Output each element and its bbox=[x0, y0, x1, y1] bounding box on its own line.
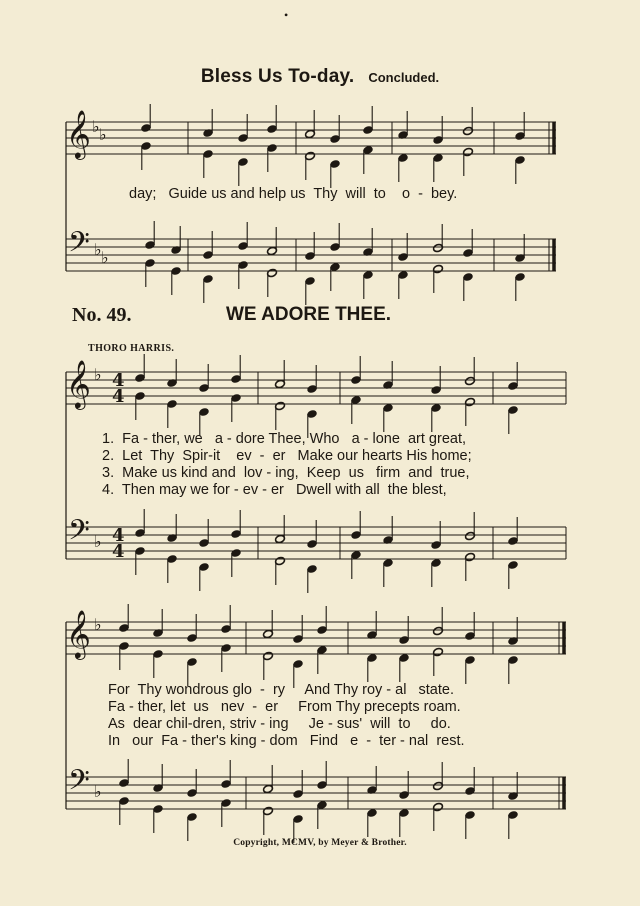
note-lower bbox=[363, 145, 374, 174]
note-upper bbox=[463, 229, 474, 258]
treble-clef: 𝄞 bbox=[66, 359, 91, 408]
note-lower bbox=[508, 655, 519, 684]
note-lower bbox=[119, 641, 130, 670]
note-upper bbox=[515, 234, 526, 263]
title-sub: Concluded. bbox=[368, 70, 440, 85]
note-lower bbox=[433, 802, 444, 831]
note-upper bbox=[307, 520, 318, 549]
lyric-line-1: day; Guide us and help us Thy will to o - bey. bbox=[129, 186, 458, 202]
note-upper bbox=[275, 515, 286, 544]
note-lower bbox=[221, 643, 232, 672]
note-upper bbox=[398, 111, 409, 140]
flat-sign: ♭ bbox=[99, 125, 107, 144]
note-upper bbox=[119, 604, 130, 633]
note-lower bbox=[465, 655, 476, 684]
note-upper bbox=[307, 365, 318, 394]
note-lower bbox=[317, 800, 328, 829]
note-upper bbox=[367, 766, 378, 795]
note-upper bbox=[199, 364, 210, 393]
note-lower bbox=[275, 556, 286, 585]
note-upper bbox=[367, 611, 378, 640]
note-lower bbox=[515, 155, 526, 184]
note-upper bbox=[363, 106, 374, 135]
note-upper bbox=[465, 767, 476, 796]
note-lower bbox=[398, 270, 409, 299]
treble-clef: 𝄞 bbox=[66, 109, 91, 158]
note-upper bbox=[508, 617, 519, 646]
note-lower bbox=[508, 560, 519, 589]
note-lower bbox=[307, 564, 318, 593]
note-upper bbox=[203, 231, 214, 260]
note-upper bbox=[305, 232, 316, 261]
note-lower bbox=[203, 149, 214, 178]
note-lower bbox=[145, 258, 156, 287]
note-lower bbox=[263, 651, 274, 680]
note-lower bbox=[431, 558, 442, 587]
note-upper bbox=[508, 517, 519, 546]
note-upper bbox=[267, 227, 278, 256]
note-upper bbox=[465, 612, 476, 641]
note-lower bbox=[231, 548, 242, 577]
verse-2-line-a: 2. Let Thy Spir-it ev - er Make our hearts His home; bbox=[102, 448, 472, 464]
time-signature: 4 bbox=[112, 370, 125, 391]
bass-clef: 𝄢 bbox=[68, 226, 90, 266]
bass-clef: 𝄢 bbox=[68, 764, 90, 804]
note-upper bbox=[317, 761, 328, 790]
note-upper bbox=[383, 516, 394, 545]
note-lower bbox=[267, 143, 278, 172]
note-lower bbox=[171, 266, 182, 295]
note-lower bbox=[465, 397, 476, 426]
note-lower bbox=[465, 810, 476, 839]
note-upper bbox=[293, 615, 304, 644]
note-lower bbox=[515, 272, 526, 301]
copyright: Copyright, MCMV, by Meyer & Brother. bbox=[233, 838, 407, 848]
page-mark: • bbox=[284, 8, 289, 22]
note-upper bbox=[238, 222, 249, 251]
flat-sign: ♭ bbox=[94, 240, 102, 259]
note-lower bbox=[330, 159, 341, 188]
note-upper bbox=[363, 228, 374, 257]
flat-sign: ♭ bbox=[94, 532, 102, 551]
hymn-title: WE ADORE THEE. bbox=[226, 304, 392, 325]
staff-treble-3 bbox=[66, 622, 566, 654]
note-upper bbox=[508, 772, 519, 801]
note-upper bbox=[267, 105, 278, 134]
note-upper bbox=[465, 512, 476, 541]
note-upper bbox=[330, 115, 341, 144]
note-upper bbox=[383, 361, 394, 390]
note-lower bbox=[231, 393, 242, 422]
note-upper bbox=[221, 760, 232, 789]
flat-sign: ♭ bbox=[92, 117, 100, 136]
verse-3-line-a: 3. Make us kind and lov - ing, Keep us firm and true, bbox=[102, 465, 470, 481]
note-upper bbox=[433, 224, 444, 253]
note-upper bbox=[263, 610, 274, 639]
note-upper bbox=[463, 107, 474, 136]
bass-clef: 𝄢 bbox=[68, 514, 90, 554]
note-lower bbox=[275, 401, 286, 430]
note-upper bbox=[515, 112, 526, 141]
note-lower bbox=[135, 391, 146, 420]
note-upper bbox=[351, 356, 362, 385]
note-lower bbox=[431, 403, 442, 432]
note-upper bbox=[293, 770, 304, 799]
note-lower bbox=[238, 260, 249, 289]
treble-clef: 𝄞 bbox=[66, 609, 91, 658]
note-upper bbox=[465, 357, 476, 386]
time-signature: 4 bbox=[112, 525, 125, 546]
staff-treble-1 bbox=[66, 122, 556, 154]
note-lower bbox=[508, 405, 519, 434]
note-upper bbox=[508, 362, 519, 391]
note-lower bbox=[433, 264, 444, 293]
note-lower bbox=[433, 647, 444, 676]
hymn-number: No. 49. bbox=[72, 304, 132, 326]
note-lower bbox=[238, 157, 249, 186]
note-lower bbox=[141, 141, 152, 170]
note-upper bbox=[221, 605, 232, 634]
note-lower bbox=[317, 645, 328, 674]
note-upper bbox=[141, 104, 152, 133]
note-lower bbox=[433, 153, 444, 182]
note-lower bbox=[305, 276, 316, 305]
note-upper bbox=[305, 110, 316, 139]
flat-sign: ♭ bbox=[101, 248, 109, 267]
verse-1-line-a: 1. Fa - ther, we a - dore Thee, Who a - lone art great, bbox=[102, 431, 467, 447]
note-upper bbox=[199, 519, 210, 548]
note-upper bbox=[167, 359, 178, 388]
note-lower bbox=[167, 399, 178, 428]
note-lower bbox=[153, 649, 164, 678]
note-lower bbox=[167, 554, 178, 583]
note-upper bbox=[153, 609, 164, 638]
note-lower bbox=[463, 272, 474, 301]
note-lower bbox=[351, 550, 362, 579]
note-lower bbox=[465, 552, 476, 581]
note-lower bbox=[305, 151, 316, 180]
note-upper bbox=[203, 109, 214, 138]
note-upper bbox=[263, 765, 274, 794]
note-lower bbox=[135, 546, 146, 575]
title-main: Bless Us To-day. bbox=[200, 66, 355, 87]
note-upper bbox=[275, 360, 286, 389]
verse-1-line-b: For Thy wondrous glo - ry And Thy roy - al state. bbox=[108, 682, 454, 698]
note-upper bbox=[317, 606, 328, 635]
note-lower bbox=[351, 395, 362, 424]
note-lower bbox=[263, 806, 274, 835]
note-lower bbox=[363, 270, 374, 299]
note-upper bbox=[433, 762, 444, 791]
note-lower bbox=[463, 147, 474, 176]
note-lower bbox=[383, 403, 394, 432]
time-signature: 4 bbox=[112, 541, 125, 562]
note-lower bbox=[221, 798, 232, 827]
flat-sign: ♭ bbox=[94, 615, 102, 634]
note-upper bbox=[187, 769, 198, 798]
flat-sign: ♭ bbox=[94, 782, 102, 801]
note-lower bbox=[367, 808, 378, 837]
note-lower bbox=[203, 274, 214, 303]
note-upper bbox=[167, 514, 178, 543]
note-upper bbox=[231, 355, 242, 384]
note-lower bbox=[330, 262, 341, 291]
note-lower bbox=[153, 804, 164, 833]
note-lower bbox=[399, 653, 410, 682]
note-lower bbox=[398, 153, 409, 182]
note-upper bbox=[330, 223, 341, 252]
note-upper bbox=[433, 607, 444, 636]
note-lower bbox=[187, 812, 198, 841]
staff-bass-3 bbox=[66, 777, 566, 809]
time-signature: 4 bbox=[112, 386, 125, 407]
note-upper bbox=[135, 509, 146, 538]
verse-2-line-b: Fa - ther, let us nev - er From Thy precepts roam. bbox=[108, 699, 461, 715]
note-lower bbox=[399, 808, 410, 837]
note-upper bbox=[187, 614, 198, 643]
note-lower bbox=[267, 268, 278, 297]
verse-3-line-b: As dear chil-dren, striv - ing Je - sus' will to do. bbox=[108, 716, 451, 732]
verse-4-line-a: 4. Then may we for - ev - er Dwell with all the blest, bbox=[102, 482, 447, 498]
composer: THORO HARRIS. bbox=[88, 343, 175, 354]
note-upper bbox=[231, 510, 242, 539]
note-lower bbox=[383, 558, 394, 587]
note-upper bbox=[171, 226, 182, 255]
note-lower bbox=[367, 653, 378, 682]
note-upper bbox=[351, 511, 362, 540]
flat-sign: ♭ bbox=[94, 365, 102, 384]
note-upper bbox=[145, 221, 156, 250]
note-upper bbox=[135, 354, 146, 383]
note-lower bbox=[508, 810, 519, 839]
note-upper bbox=[119, 759, 130, 788]
note-lower bbox=[199, 562, 210, 591]
note-lower bbox=[119, 796, 130, 825]
verse-4-line-b: In our Fa - ther's king - dom Find e - ter - nal rest. bbox=[108, 733, 465, 749]
note-upper bbox=[153, 764, 164, 793]
note-upper bbox=[238, 114, 249, 143]
